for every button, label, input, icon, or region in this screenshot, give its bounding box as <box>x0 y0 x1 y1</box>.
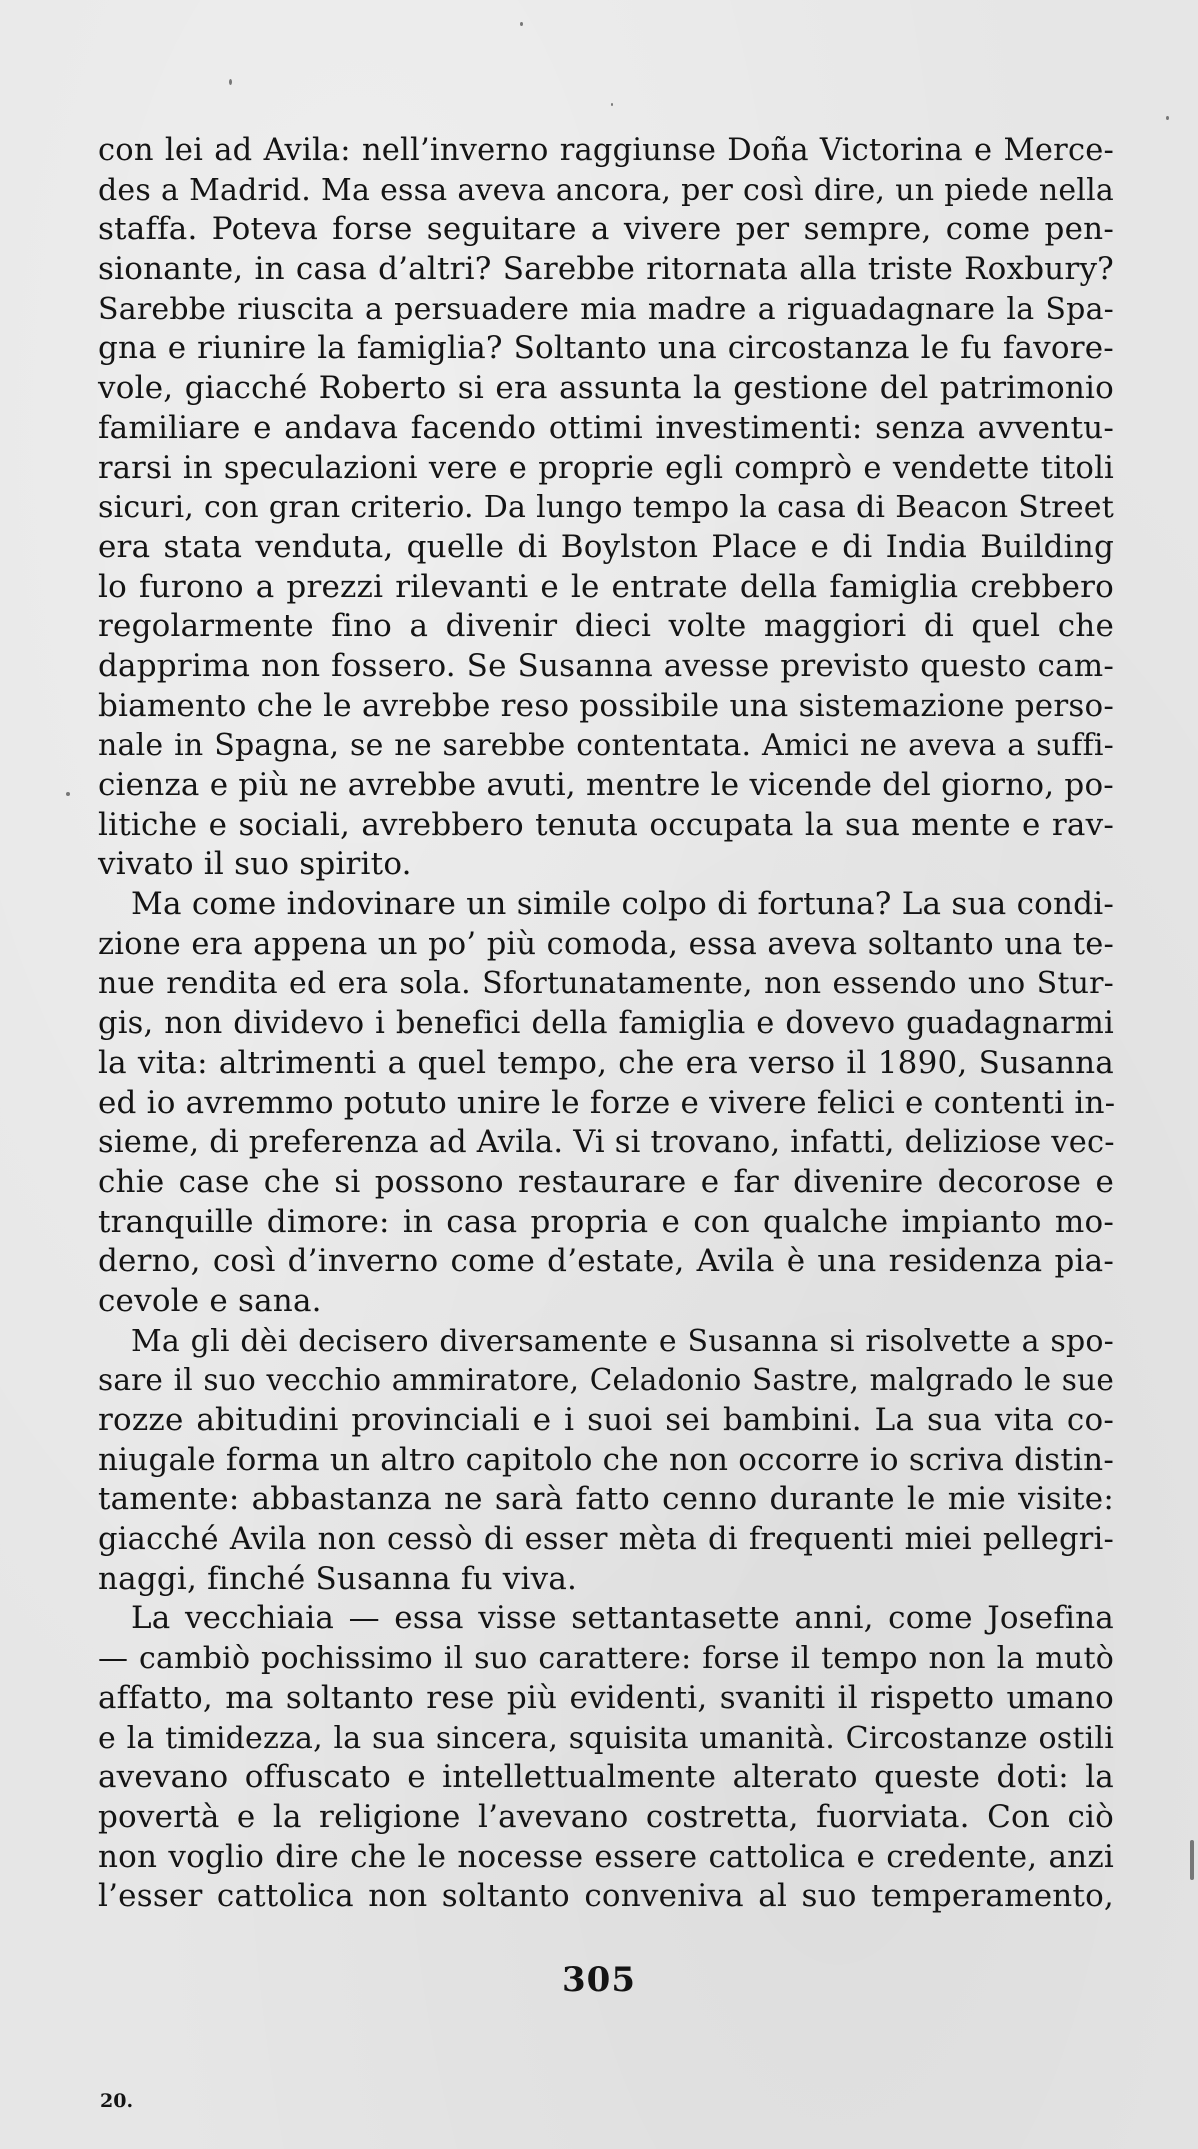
text-line: tamente: abbastanza ne sarà fatto cenno durante le mie visite: <box>98 1481 1114 1518</box>
text-line: l’esser cattolica non soltanto conveniva al suo temperamento, <box>98 1878 1114 1915</box>
text-line: sieme, di preferenza ad Avila. Vi si trovano, infatti, deliziose vec- <box>98 1125 1115 1161</box>
text-line: avevano offuscato e intellettualmente alterato queste doti: la <box>98 1759 1114 1796</box>
text-line: niugale forma un altro capitolo che non occorre io scriva distin- <box>98 1441 1114 1478</box>
text-line: ed io avremmo potuto unire le forze e vivere felici e contenti in- <box>98 1084 1116 1121</box>
page-number: 305 <box>562 1960 636 2000</box>
text-line: naggi, finché Susanna fu viva. <box>98 1560 578 1597</box>
paper-speck <box>611 103 613 106</box>
text-line: sicuri, con gran criterio. Da lungo tempo la casa di Beacon Street <box>98 490 1114 526</box>
text-line: chie case che si possono restaurare e far divenire decorose e <box>98 1163 1114 1200</box>
text-line: con lei ad Avila: nell’inverno raggiunse Doña Victorina e Merce- <box>98 133 1114 168</box>
text-line: Sarebbe riuscita a persuadere mia madre a riguadagnare la Spa- <box>98 291 1114 327</box>
text-line: nue rendita ed era sola. Sfortunatamente, non essendo uno Stur- <box>98 966 1114 1002</box>
text-line: rarsi in speculazioni vere e proprie egli comprò e vendette titoli <box>98 450 1114 486</box>
paper-speck <box>1166 116 1169 120</box>
text-line: Ma gli dèi decisero diversamente e Susanna si risolvette a spo- <box>131 1323 1114 1359</box>
paper-speck <box>229 79 232 85</box>
paper-speck <box>520 22 523 26</box>
text-line: zione era appena un po’ più comoda, essa aveva soltanto una te- <box>98 926 1114 962</box>
text-line: affatto, ma soltanto rese più evidenti, svaniti il rispetto umano <box>98 1679 1114 1716</box>
text-line: nale in Spagna, se ne sarebbe contentata. Amici ne aveva a suffi- <box>98 728 1114 764</box>
text-line: e la timidezza, la sua sincera, squisita umanità. Circostanze ostili <box>98 1720 1114 1756</box>
paper-speck <box>66 792 70 796</box>
text-line: la vita: altrimenti a quel tempo, che era verso il 1890, Susanna <box>98 1044 1114 1081</box>
text-line: tranquille dimore: in casa propria e con qualche impianto mo- <box>98 1203 1114 1240</box>
text-line: cienza e più ne avrebbe avuti, mentre le vicende del giorno, po- <box>98 767 1114 803</box>
text-line: era stata venduta, quelle di Boylston Place e di India Building <box>98 528 1114 565</box>
text-line: litiche e sociali, avrebbero tenuta occupata la sua mente e rav- <box>98 806 1114 843</box>
text-line: derno, così d’inverno come d’estate, Avila è una residenza pia- <box>98 1243 1114 1280</box>
text-line: giacché Avila non cessò di esser mèta di frequenti miei pellegri- <box>98 1522 1114 1558</box>
text-line: gna e riunire la famiglia? Soltanto una circostanza le fu favore- <box>98 330 1114 367</box>
text-line: vivato il suo spirito. <box>98 846 412 883</box>
text-line: regolarmente fino a divenir dieci volte maggiori di quel che <box>98 608 1114 645</box>
text-line: gis, non dividevo i benefici della famiglia e dovevo guadagnarmi <box>98 1006 1114 1042</box>
signature-mark: 20. <box>100 2090 134 2112</box>
text-line: sionante, in casa d’altri? Sarebbe ritornata alla triste Roxbury? <box>98 251 1114 288</box>
text-line: non voglio dire che le nocesse essere cattolica e credente, anzi <box>98 1838 1114 1875</box>
text-line: dapprima non fossero. Se Susanna avesse previsto questo cam- <box>98 647 1114 684</box>
text-line: cevole e sana. <box>98 1282 322 1319</box>
text-line: La vecchiaia — essa visse settantasette anni, come Josefina <box>131 1600 1114 1637</box>
text-line: familiare e andava facendo ottimi investimenti: senza avventu- <box>98 409 1114 446</box>
text-line: povertà e la religione l’avevano costretta, fuorviata. Con ciò <box>98 1798 1114 1835</box>
text-line: — cambiò pochissimo il suo carattere: forse il tempo non la mutò <box>98 1641 1114 1677</box>
text-line: Ma come indovinare un simile colpo di fortuna? La sua condi- <box>131 886 1114 923</box>
text-line: vole, giacché Roberto si era assunta la gestione del patrimonio <box>98 370 1114 407</box>
text-line: des a Madrid. Ma essa aveva ancora, per così dire, un piede nella <box>98 172 1114 208</box>
text-line: sare il suo vecchio ammiratore, Celadonio Sastre, malgrado le sue <box>98 1363 1114 1398</box>
text-line: lo furono a prezzi rilevanti e le entrate della famiglia crebbero <box>98 568 1114 605</box>
body-text <box>98 131 1114 1917</box>
text-line: rozze abitudini provinciali e i suoi sei bambini. La sua vita co- <box>98 1402 1114 1438</box>
paper-speck <box>1190 1840 1194 1880</box>
text-line: staffa. Poteva forse seguitare a vivere per sempre, come pen- <box>98 211 1114 248</box>
text-line: biamento che le avrebbe reso possibile una sistemazione perso- <box>98 687 1114 724</box>
